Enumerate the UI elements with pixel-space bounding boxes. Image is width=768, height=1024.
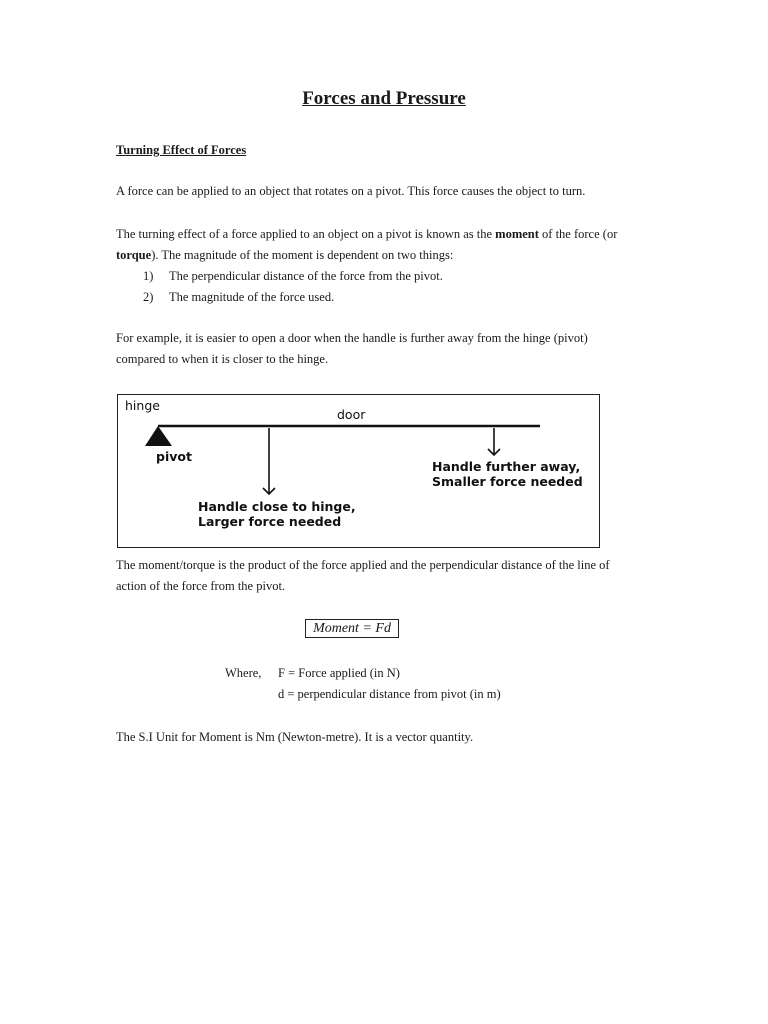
door-label: door xyxy=(337,407,366,422)
page-title: Forces and Pressure xyxy=(302,88,466,109)
moment-formula: Moment = Fd xyxy=(305,619,399,638)
hinge-label: hinge xyxy=(125,398,160,413)
near-handle-label-2: Larger force needed xyxy=(198,514,342,529)
si-unit-text: The S.I Unit for Moment is Nm (Newton-metre). It is a vector quantity. xyxy=(116,730,474,744)
list-number: 2) xyxy=(143,290,154,304)
definition-line-1: The moment/torque is the product of the force applied and the perpendicular distance of the line of xyxy=(116,558,610,572)
example-line-1: For example, it is easier to open a door when the handle is further away from the hinge (pivot) xyxy=(116,331,588,345)
list-text: The perpendicular distance of the force from the pivot. xyxy=(169,269,443,283)
far-handle-label-2: Smaller force needed xyxy=(432,474,583,489)
force-definition: F = Force applied (in N) xyxy=(278,666,400,680)
moment-paragraph-line-2 xyxy=(116,247,453,263)
pivot-label: pivot xyxy=(156,449,192,464)
moment-text-pre: The turning effect of a force applied to an object on a pivot is known as the xyxy=(116,227,496,241)
definition-line-2: action of the force from the pivot. xyxy=(116,579,286,593)
list-number: 1) xyxy=(143,269,154,283)
section-heading: Turning Effect of Forces xyxy=(116,143,247,157)
torque-term: torque xyxy=(116,248,152,262)
distance-definition: d = perpendicular distance from pivot (in m) xyxy=(278,687,501,701)
list-item xyxy=(143,289,334,305)
where-label: Where, xyxy=(225,666,262,680)
intro-paragraph: A force can be applied to an object that rotates on a pivot. This force causes the object to turn. xyxy=(116,184,586,198)
moment-text-post: of the force (or xyxy=(538,227,618,241)
moment-term: moment xyxy=(495,227,539,241)
torque-text-post: ). The magnitude of the moment is dependent on two things: xyxy=(151,248,454,262)
far-handle-label-1: Handle further away, xyxy=(432,459,581,474)
pivot-triangle xyxy=(145,426,172,446)
moment-paragraph-line-1 xyxy=(116,226,617,242)
example-line-2: compared to when it is closer to the hinge. xyxy=(116,352,329,366)
door-hinge-diagram xyxy=(117,394,600,548)
list-text: The magnitude of the force used. xyxy=(169,290,335,304)
near-handle-label-1: Handle close to hinge, xyxy=(198,499,356,514)
list-item xyxy=(143,268,443,284)
